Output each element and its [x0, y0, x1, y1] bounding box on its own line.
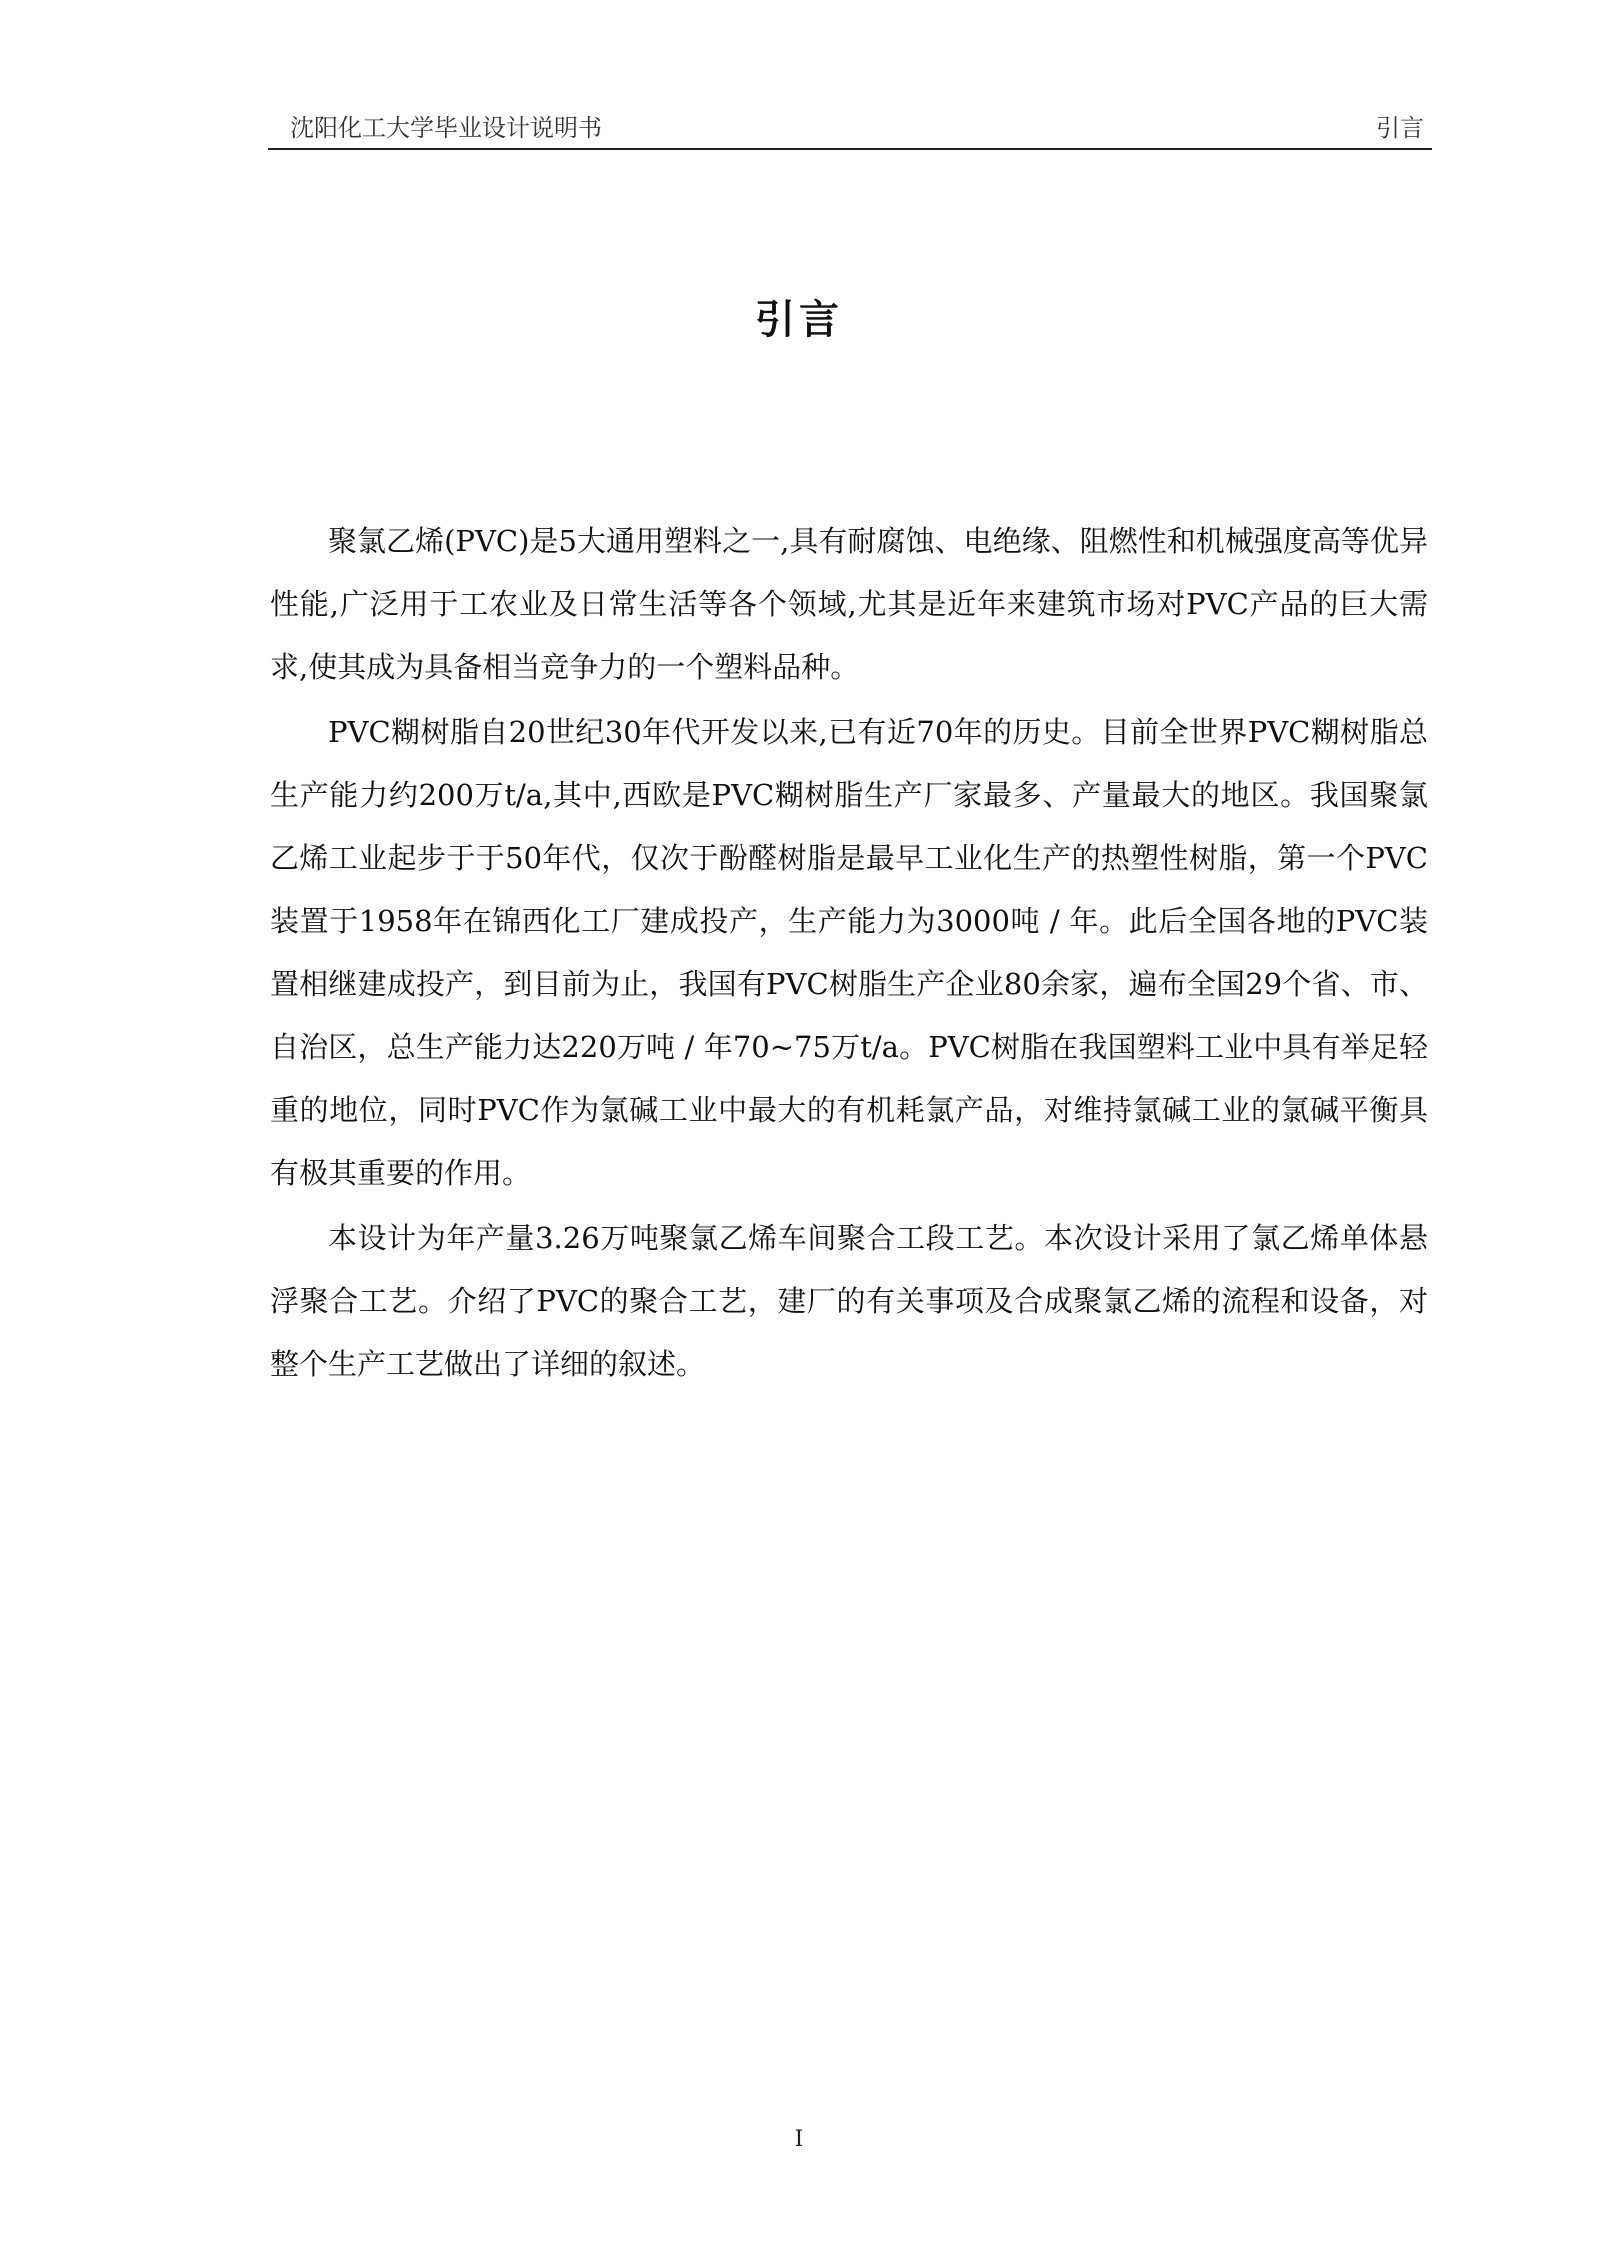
paragraph-2: PVC糊树脂自20世纪30年代开发以来,已有近70年的历史。目前全世界PVC糊树脂总生产能力约200万t/a,其中,西欧是PVC糊树脂生产厂家最多、产量最大的地区。我国聚氯乙烯工业起步于于50年代，仅次于酚醛树脂是最早工业化生产的热塑性树脂，第一个PVC装置于1958年在锦西化工厂建成投产，生产能力为3000吨 / 年。此后全国各地的PVC装置相继建成投产，到目前为止，我国有PVC树脂生产企业80余家，遍布全国29个省、市、自治区，总生产能力达220万吨 / 年70~75万t/a。PVC树脂在我国塑料工业中具有举足轻重的地位，同时PVC作为氯碱工业中最大的有机耗氯产品，对维持氯碱工业的氯碱平衡具有极其重要的作用。 — [270, 715, 1428, 1190]
paragraph-3: 本设计为年产量3.26万吨聚氯乙烯车间聚合工段工艺。本次设计采用了氯乙烯单体悬浮聚合工艺。介绍了PVC的聚合工艺，建厂的有关事项及合成聚氯乙烯的流程和设备，对整个生产工艺做出了详细的叙述。 — [270, 1221, 1428, 1381]
page-number: I — [794, 2127, 804, 2152]
paragraph-1: 聚氯乙烯(PVC)是5大通用塑料之一,具有耐腐蚀、电绝缘、阻燃性和机械强度高等优异性能,广泛用于工农业及日常生活等各个领域,尤其是近年来建筑市场对PVC产品的巨大需求,使其成为具备相当竞争力的一个塑料品种。 — [270, 524, 1428, 684]
chapter-title: 引言 — [755, 297, 843, 343]
header-section-name: 引言 — [1376, 114, 1424, 142]
header-document-title: 沈阳化工大学毕业设计说明书 — [290, 114, 602, 142]
running-header — [268, 112, 1432, 150]
body-text — [270, 510, 1428, 1398]
